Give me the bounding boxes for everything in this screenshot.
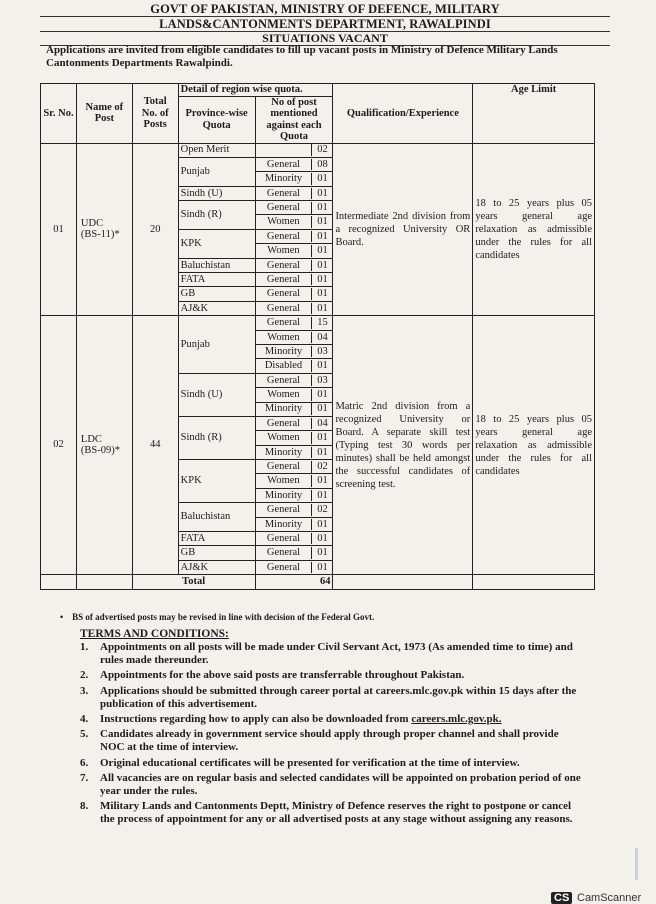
term-item [80, 728, 585, 754]
quota-posts-cell [255, 517, 333, 531]
quota-count: 01 [317, 245, 328, 257]
quota-posts-cell [255, 431, 333, 445]
quota-type: Disabled [256, 360, 313, 372]
quota-posts-cell [255, 560, 333, 574]
term-item [80, 641, 585, 667]
quota-type: General [256, 188, 313, 200]
province-quota: Punjab [178, 157, 255, 186]
term-item [80, 757, 585, 770]
col-post: Name of Post [76, 84, 132, 144]
quota-count: 01 [317, 202, 328, 213]
quota-count: 01 [317, 273, 328, 285]
post-sr-no: 02 [41, 316, 77, 575]
province-quota: KPK [178, 460, 255, 503]
qualification: Matric 2nd division from a recognized University or Board. A separate skill test (Typing test 30 words per minutes) shall be held amongst the successful candidates of screening test. [333, 316, 473, 575]
quota-type: General [256, 375, 313, 387]
term-item [80, 713, 585, 726]
quota-count: 02 [317, 504, 328, 516]
quota-count: 01 [317, 288, 328, 300]
province-quota: KPK [178, 229, 255, 258]
quota-count: 01 [317, 230, 328, 242]
col-no-posts: No of post mentioned against each Quota [255, 96, 333, 143]
quota-type: Women [256, 389, 313, 401]
quota-posts-cell [255, 330, 333, 344]
quota-type: General [256, 274, 313, 286]
post-name: UDC [80, 217, 104, 229]
col-total: Total No. of Posts [132, 84, 178, 144]
quota-posts-cell [255, 416, 333, 430]
header-line-1: GOVT OF PAKISTAN, MINISTRY OF DEFENCE, MILITARY [40, 0, 610, 17]
term-item [80, 800, 585, 826]
quota-count: 01 [317, 259, 328, 271]
quota-type: Minority [256, 173, 313, 185]
careers-portal-link[interactable]: careers.mlc.gov.pk. [411, 713, 502, 726]
quota-posts-cell [255, 215, 333, 229]
quota-type: General [256, 260, 313, 272]
quota-posts-cell [255, 157, 333, 171]
total-blank-2 [76, 575, 132, 589]
quota-count: 04 [317, 417, 328, 429]
quota-posts-cell [255, 445, 333, 459]
province-quota: Punjab [178, 316, 255, 374]
term-text: Applications should be submitted through career portal at careers.mlc.gov.pk within 15 days after the publication of this advertisement. [100, 684, 577, 710]
quota-posts-cell [255, 172, 333, 186]
province-quota: Sindh (R) [178, 416, 255, 459]
quota-type: General [256, 202, 313, 214]
province-quota: AJ&K [178, 301, 255, 315]
quota-type: Minority [256, 403, 313, 415]
province-quota: Sindh (R) [178, 201, 255, 230]
quota-posts-cell [255, 532, 333, 546]
quota-posts-cell [255, 344, 333, 358]
col-qualification: Qualification/Experience [333, 84, 473, 144]
province-quota: GB [178, 546, 255, 560]
header-line-2: LANDS&CANTONMENTS DEPARTMENT, RAWALPINDI [40, 17, 610, 32]
quota-type: General [256, 303, 313, 315]
term-text: Appointments on all posts will be made under Civil Servant Act, 1973 (As amended time to time) and rules made thereunder. [100, 641, 573, 667]
quota-count: 01 [317, 518, 328, 530]
total-blank-4 [473, 575, 595, 589]
term-text: Original educational certificates will be presented for verification at the time of interview. [100, 756, 520, 769]
age-limit: 18 to 25 years plus 05 years general age relaxation as admissible under the rules for all candidates [473, 316, 595, 575]
quota-type: Women [256, 332, 313, 344]
term-number: 8. [80, 800, 89, 813]
post-name-cell [76, 316, 132, 575]
col-province: Province-wise Quota [178, 96, 255, 143]
quota-posts-cell [255, 373, 333, 387]
quota-posts-cell [255, 258, 333, 272]
quota-count: 02 [317, 144, 328, 156]
quota-posts-cell [255, 301, 333, 315]
quota-posts-cell [255, 143, 333, 157]
quota-count: 01 [317, 432, 328, 444]
quota-posts-cell [255, 273, 333, 287]
province-quota: Sindh (U) [178, 373, 255, 416]
post-name: LDC [80, 433, 102, 445]
total-value: 64 [255, 575, 333, 589]
province-quota: Baluchistan [178, 258, 255, 272]
post-total: 44 [132, 316, 178, 575]
scanner-label: CamScanner [577, 892, 642, 904]
post-total: 20 [132, 143, 178, 316]
quota-posts-cell [255, 474, 333, 488]
term-number: 7. [80, 771, 89, 784]
table-row [41, 316, 595, 330]
scanner-watermark [551, 890, 656, 904]
intro-text: Applications are invited from eligible candidates to fill up vacant posts in Ministry of Defence Military Lands Cantonments Departments Rawalpindi. [46, 44, 558, 69]
quota-posts-cell [255, 402, 333, 416]
quota-count: 01 [317, 360, 328, 372]
table-row [41, 143, 595, 157]
quota-count: 04 [317, 331, 328, 343]
term-text: Instructions regarding how to apply can also be downloaded from [100, 713, 412, 726]
quota-type: General [256, 159, 313, 171]
quota-type: General [256, 533, 313, 545]
term-number: 1. [80, 641, 89, 653]
quota-type [256, 144, 313, 156]
terms-title: TERMS AND CONDITIONS: [80, 628, 229, 640]
quota-type: Women [256, 475, 313, 487]
province-quota: Sindh (U) [178, 186, 255, 200]
quota-type: Minority [256, 519, 313, 531]
post-name-cell [76, 143, 132, 316]
bs-note-text: BS of advertised posts may be revised in line with decision of the Federal Govt. [72, 612, 375, 622]
quota-count: 03 [317, 345, 328, 357]
col-region: Detail of region wise quota. [178, 84, 333, 97]
quota-count: 01 [317, 187, 328, 199]
province-quota: AJ&K [178, 560, 255, 574]
quota-posts-cell [255, 460, 333, 474]
term-item [80, 669, 585, 682]
quota-count: 01 [317, 389, 328, 401]
situations-vacant-title: SITUATIONS VACANT [40, 32, 610, 46]
province-quota: Open Merit [178, 143, 255, 157]
quota-posts-cell [255, 244, 333, 258]
quota-count: 01 [317, 561, 328, 573]
bullet-icon: • [60, 612, 73, 622]
quota-type: Women [256, 245, 313, 257]
province-quota: FATA [178, 273, 255, 287]
bs-note [60, 612, 374, 622]
post-sr-no: 01 [41, 143, 77, 316]
term-number: 5. [80, 728, 89, 741]
quota-count: 01 [317, 302, 328, 314]
quota-type: General [256, 288, 313, 300]
province-quota: GB [178, 287, 255, 301]
term-number: 6. [80, 756, 89, 769]
terms-list [80, 641, 585, 829]
term-text: Candidates already in government service should apply through proper channel and shall provide NOC at the time of interview. [100, 728, 559, 754]
term-number: 4. [80, 713, 89, 726]
quota-count: 01 [317, 547, 328, 559]
quota-count: 01 [317, 475, 328, 487]
quota-posts-cell [255, 186, 333, 200]
total-blank-1 [41, 575, 77, 589]
quota-type: General [256, 418, 313, 430]
term-text: All vacancies are on regular basis and selected candidates will be appointed on probation period of one year under the rules. [100, 771, 581, 798]
quota-count: 01 [317, 216, 328, 228]
quota-type: General [256, 562, 313, 574]
quota-type: General [256, 504, 313, 516]
age-limit: 18 to 25 years plus 05 years general age relaxation as admissible under the rules for all candidates [473, 143, 595, 316]
term-number: 3. [80, 684, 89, 697]
quota-count: 01 [317, 173, 328, 185]
quota-posts-cell [255, 546, 333, 560]
term-item [80, 772, 585, 798]
total-blank-3 [333, 575, 473, 589]
quota-posts-cell [255, 503, 333, 517]
quota-count: 03 [317, 374, 328, 386]
post-scale: (BS-11)* [80, 229, 120, 241]
quota-posts-cell [255, 359, 333, 373]
vacancy-table [40, 83, 595, 590]
quota-type: Minority [256, 490, 313, 502]
quota-posts-cell [255, 287, 333, 301]
term-number: 2. [80, 669, 89, 682]
term-text: Military Lands and Cantonments Deptt, Ministry of Defence reserves the right to postpone or cancel the process of appointment for any or all advertised posts at any stage without assigning any reasons. [100, 800, 573, 826]
quota-count: 15 [317, 317, 328, 329]
quota-posts-cell [255, 316, 333, 330]
quota-count: 01 [317, 446, 328, 458]
quota-type: Minority [256, 447, 313, 459]
qualification: Intermediate 2nd division from a recognized University OR Board. [333, 143, 473, 316]
quota-type: General [256, 461, 313, 473]
quota-count: 08 [317, 158, 328, 170]
quota-type: General [256, 547, 313, 559]
quota-type: Women [256, 432, 313, 444]
post-scale: (BS-09)* [80, 445, 120, 457]
quota-posts-cell [255, 229, 333, 243]
col-sr: Sr. No. [41, 84, 77, 144]
total-row [41, 575, 595, 589]
quota-type: Minority [256, 346, 313, 358]
quota-type: General [256, 231, 313, 243]
quota-type: General [256, 317, 313, 329]
quota-count: 01 [317, 489, 328, 501]
province-quota: FATA [178, 532, 255, 546]
term-text: Appointments for the above said posts are transferrable throughout Pakistan. [100, 669, 465, 682]
header [40, 0, 610, 46]
col-age: Age Limit [473, 84, 595, 144]
scroll-indicator [635, 848, 638, 880]
term-item [80, 685, 585, 711]
quota-type: Women [256, 216, 313, 228]
quota-posts-cell [255, 388, 333, 402]
province-quota: Baluchistan [178, 503, 255, 532]
quota-count: 02 [317, 461, 328, 473]
scanner-badge: CS [551, 892, 572, 904]
quota-posts-cell [255, 201, 333, 215]
quota-count: 01 [317, 403, 328, 415]
quota-count: 01 [317, 532, 328, 544]
total-label: Total [132, 575, 255, 589]
quota-posts-cell [255, 488, 333, 502]
